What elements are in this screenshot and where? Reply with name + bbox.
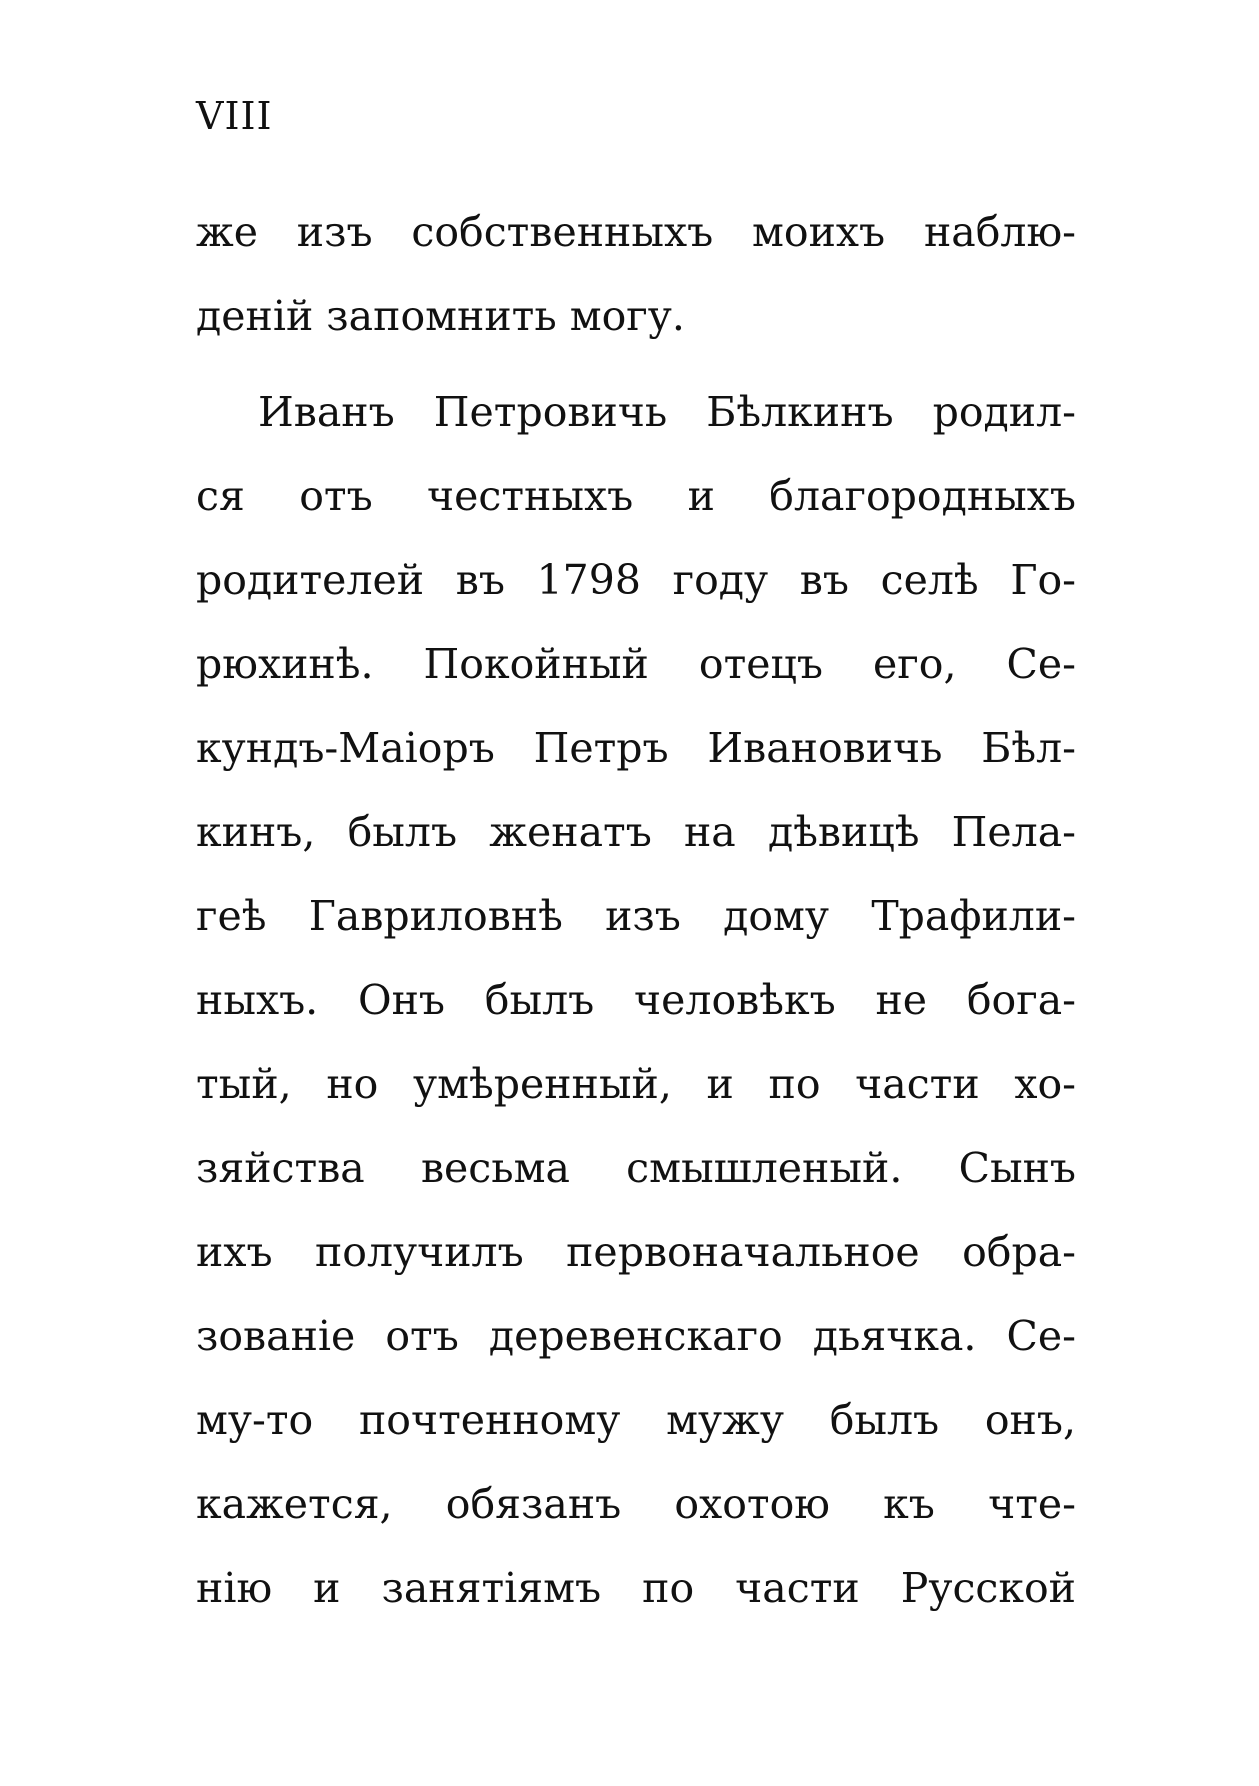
page-number: VIII [196,94,273,138]
text-line: тый, но умѣренный, и по части хо- [196,1060,1076,1108]
text-line: ся отъ честныхъ и благородныхъ [196,472,1076,520]
text-line: рюхинѣ. Покойный отецъ его, Се- [196,640,1076,688]
text-line: родителей въ 1798 году въ селѣ Го- [196,556,1076,604]
text-line: кажется, обязанъ охотою къ чте- [196,1480,1076,1528]
paragraph-continuation [196,190,1076,358]
text-line: кинъ, былъ женатъ на дѣвицѣ Пела- [196,808,1076,856]
body-text [196,190,1076,1630]
text-line: же изъ собственныхъ моихъ наблю- [196,208,1076,256]
text-line: му-то почтенному мужу былъ онъ, [196,1396,1076,1444]
text-line: ныхъ. Онъ былъ человѣкъ не бога- [196,976,1076,1024]
text-line: ихъ получилъ первоначальное обра- [196,1228,1076,1276]
text-line: кундъ-Маіоръ Петръ Ивановичь Бѣл- [196,724,1076,772]
text-line: деній запомнить могу. [196,292,685,340]
paragraph-biography [196,370,1076,1630]
text-line: нію и занятіямъ по части Русской [196,1564,1076,1612]
text-line: зяйства весьма смышленый. Сынъ [196,1144,1076,1192]
text-line: Иванъ Петровичь Бѣлкинъ родил- [258,388,1076,436]
text-line: зованіе отъ деревенскаго дьячка. Се- [196,1312,1076,1360]
text-line: геѣ Гавриловнѣ изъ дому Трафили- [196,892,1076,940]
